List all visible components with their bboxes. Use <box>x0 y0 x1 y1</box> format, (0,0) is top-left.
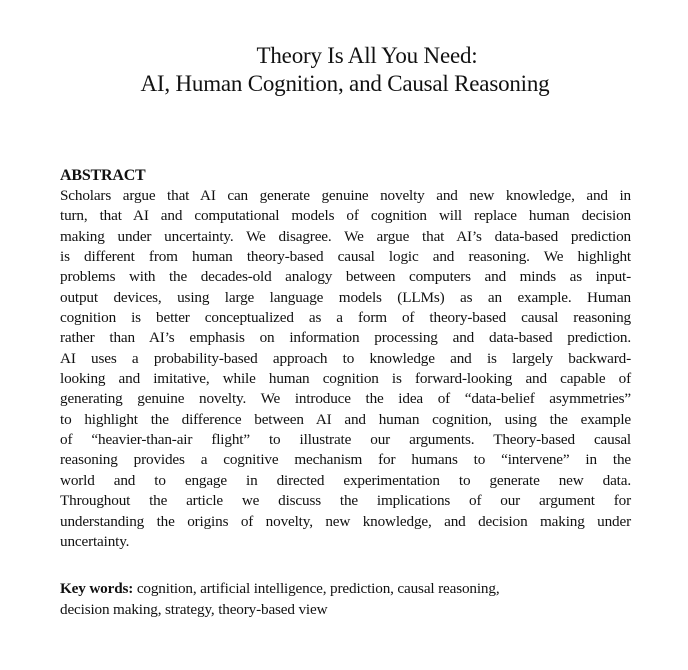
abstract-section <box>60 166 631 552</box>
abstract-line: world and to engage in directed experimentation to generate new data. <box>60 471 631 489</box>
keywords-label: Key words: <box>60 580 134 597</box>
abstract-body <box>60 186 631 552</box>
keywords-line-1 <box>60 579 631 600</box>
abstract-line: making under uncertainty. We disagree. We argue that AI’s data-based prediction <box>60 227 631 245</box>
abstract-line: cognition is better conceptualized as a form of theory-based causal reasoning <box>60 309 631 327</box>
abstract-line: turn, that AI and computational models of cognition will replace human decision <box>60 207 631 225</box>
abstract-line: looking and imitative, while human cognition is forward-looking and capable of <box>60 370 631 388</box>
abstract-line: reasoning provides a cognitive mechanism for humans to “intervene” in the <box>60 451 631 469</box>
abstract-line: is different from human theory-based causal logic and reasoning. We highlight <box>60 248 631 266</box>
keywords-section <box>60 579 631 620</box>
title-line-1: Theory Is All You Need: <box>256 43 478 68</box>
paper-title <box>0 42 688 98</box>
abstract-line: to highlight the difference between AI and human cognition, using the example <box>60 410 631 428</box>
abstract-line: understanding the origins of novelty, new knowledge, and decision making under <box>60 512 631 530</box>
abstract-line: rather than AI’s emphasis on information processing and data-based prediction. <box>60 329 631 347</box>
keywords-list-part-1: cognition, artificial intelligence, prediction, causal reasoning, <box>136 580 500 597</box>
abstract-line: Throughout the article we discuss the implications of our argument for <box>60 492 631 510</box>
abstract-heading: ABSTRACT <box>60 167 146 184</box>
abstract-line: problems with the decades-old analogy between computers and minds as input- <box>60 268 631 286</box>
abstract-line: generating genuine novelty. We introduce the idea of “data-belief asymmetries” <box>60 390 631 408</box>
abstract-line: Scholars argue that AI can generate genuine novelty and new knowledge, and in <box>60 187 631 204</box>
keywords-list-part-2: decision making, strategy, theory-based view <box>60 600 328 618</box>
title-line-2: AI, Human Cognition, and Causal Reasoning <box>140 71 550 96</box>
abstract-line: output devices, using large language models (LLMs) as an example. Human <box>60 288 631 306</box>
abstract-line: of “heavier-than-air flight” to illustrate our arguments. Theory-based causal <box>60 431 631 449</box>
abstract-line: AI uses a probability-based approach to knowledge and is largely backward- <box>60 349 631 367</box>
abstract-line: uncertainty. <box>60 532 130 550</box>
